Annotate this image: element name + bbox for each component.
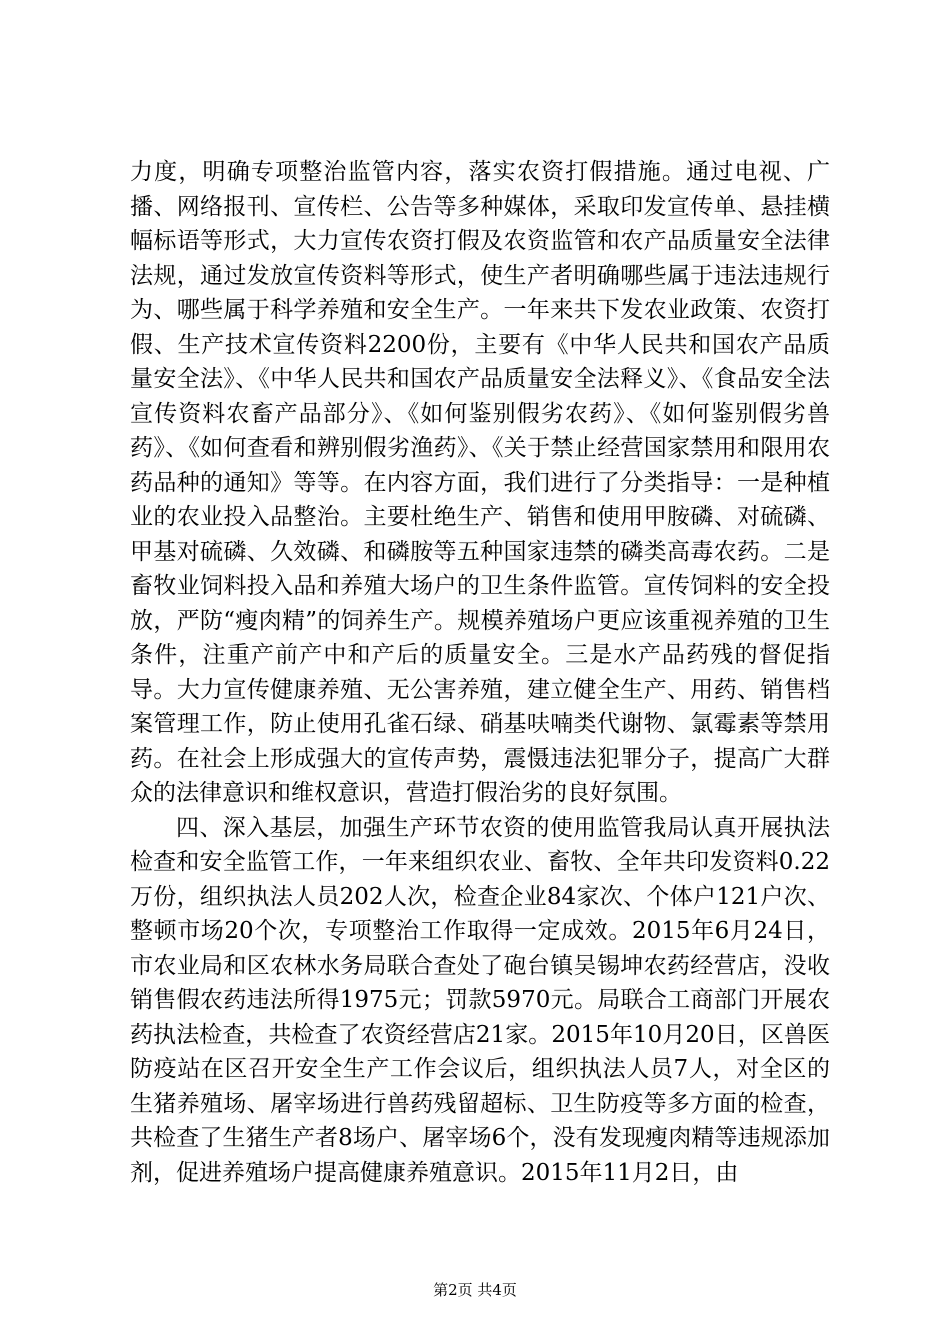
page-number-footer: 第2页 共4页 [433, 1281, 517, 1299]
body-paragraph-1: 力度，明确专项整治监管内容，落实农资打假措施。通过电视、广播、网络报刊、宣传栏、公告等多种媒体，采取印发宣传单、悬挂横幅标语等形式，大力宣传农资打假及农资监管和农产品质量安全法律法规，通过发放宣传资料等形式，使生产者明确哪些属于违法违规行为、哪些属于科学养殖和安全生产。一年来共下发农业政策、农资打假、生产技术宣传资料2200份，主要有《中华人民共和国农产品质量安全法》、《中华人民共和国农产品质量安全法释义》、《食品安全法宣传资料农畜产品部分》、《如何鉴别假劣农药》、《如何鉴别假劣兽药》、《如何查看和辨别假劣渔药》、《关于禁止经营国家禁用和限用农药品种的通知》等等。在内容方面，我们进行了分类指导：一是种植业的农业投入品整治。主要杜绝生产、销售和使用甲胺磷、对硫磷、甲基对硫磷、久效磷、和磷胺等五种国家违禁的磷类高毒农药。二是畜牧业饲料投入品和养殖大场户的卫生条件监管。宣传饲料的安全投放，严防“瘦肉精”的饲养生产。规模养殖场户更应该重视养殖的卫生条件，注重产前产中和产后的质量安全。三是水产品药残的督促指导。大力宣传健康养殖、无公害养殖，建立健全生产、用药、销售档案管理工作，防止使用孔雀石绿、硝基呋喃类代谢物、氯霉素等禁用药。在社会上形成强大的宣传声势，震慑违法犯罪分子，提高广大群众的法律意识和维权意识，营造打假治劣的良好氛围。 [130, 159, 830, 806]
document-body [130, 155, 830, 1190]
body-paragraph-2: 四、深入基层，加强生产环节农资的使用监管我局认真开展执法检查和安全监管工作，一年来组织农业、畜牧、全年共印发资料0.22万份，组织执法人员202人次，检查企业84家次、个体户121户次、整顿市场20个次，专项整治工作取得一定成效。2015年6月24日，市农业局和区农林水务局联合查处了砲台镇吴锡坤农药经营店，没收销售假农药违法所得1975元；罚款5970元。局联合工商部门开展农药执法检查，共检查了农资经营店21家。2015年10月20日，区兽医防疫站在区召开安全生产工作会议后，组织执法人员7人，对全区的生猪养殖场、屠宰场进行兽药残留超标、卫生防疫等多方面的检查，共检查了生猪生产者8场户、屠宰场6个，没有发现瘦肉精等违规添加剂，促进养殖场户提高健康养殖意识。2015年11月2日，由 [130, 814, 830, 1186]
